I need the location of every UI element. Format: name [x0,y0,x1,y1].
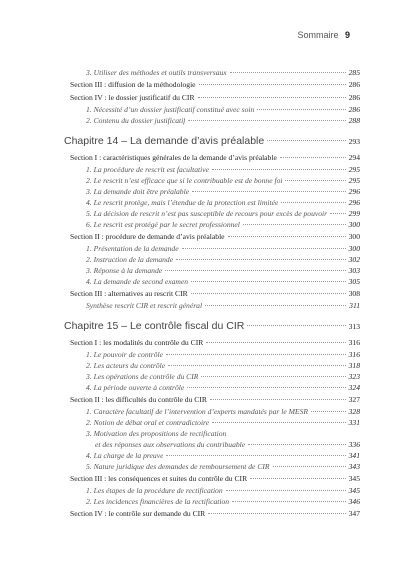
toc-subentry[interactable] [70,451,360,462]
toc-page-number: 347 [348,509,360,518]
dot-leader [206,342,345,343]
toc-entry-label: 2. Le rescrit n’est efficace que si le contribuable est de bonne foi [86,176,283,185]
toc-subentry[interactable] [70,105,360,116]
toc-subentry[interactable] [70,440,360,451]
dot-leader [247,325,345,326]
toc-subentry[interactable] [70,244,360,255]
toc-section-entry[interactable] [70,509,360,521]
toc-chapter-heading[interactable] [64,320,360,336]
toc-page-number: 345 [348,486,360,495]
toc-entry-label: 4. La charge de la preuve [86,451,164,460]
toc-page-number: 285 [348,68,360,77]
table-of-contents [64,68,360,521]
toc-page-number: 324 [348,383,360,392]
toc-entry-label: 1. Caractère facultatif de l’intervention d’experts mandatés par le MESR [86,407,308,416]
toc-subentry[interactable] [70,462,360,473]
toc-page-number: 336 [348,440,360,449]
toc-subentry[interactable] [70,266,360,277]
toc-section-entry[interactable] [70,232,360,244]
dot-leader [191,281,346,282]
toc-section-entry[interactable] [70,93,360,105]
toc-entry-label: 1. Nécessité d’un dossier justificatif constitué avec soin [86,105,255,114]
toc-page-number: 293 [348,137,360,146]
toc-entry-label: Section III : diffusion de la méthodologie [70,80,196,89]
toc-page-number: 318 [348,361,360,370]
dot-leader [257,109,345,110]
dot-leader [228,236,346,237]
toc-entry-label: 3. Motivation des propositions de rectification [86,429,227,438]
dot-leader [212,169,346,170]
dot-leader [230,72,346,73]
toc-entry-label: 6. Le rescrit est protégé par le secret professionnel [86,220,240,229]
toc-entry-label: 4. La période ouverte à contrôle [86,383,185,392]
dot-leader [201,376,345,377]
toc-page-number: 286 [348,80,360,89]
toc-subentry[interactable] [70,350,360,361]
toc-subentry[interactable] [70,255,360,266]
running-header [297,30,350,40]
dot-leader [232,501,346,502]
toc-entry-label: 3. Les opérations de contrôle du CIR [86,372,199,381]
toc-page-number: 341 [348,451,360,460]
toc-section-entry[interactable] [70,80,360,92]
dot-leader [166,354,346,355]
toc-entry-label: Section II : les difficultés du contrôle du CIR [70,395,207,404]
toc-page-number: 286 [348,93,360,102]
toc-subentry[interactable] [70,220,360,231]
dot-leader [273,466,346,467]
toc-section-entry[interactable] [70,338,360,350]
toc-page-number: 316 [348,350,360,359]
toc-page-number: 343 [348,462,360,471]
toc-entry-label: 2. Contenu du dossier justificatif [86,116,186,125]
toc-entry-label: et des réponses aux observations du contribuable [95,440,246,449]
dot-leader [285,180,345,181]
toc-entry-label: 4. La demande de second examen [86,277,189,286]
toc-subentry[interactable] [70,497,360,508]
toc-subentry[interactable] [70,209,360,220]
toc-subentry[interactable] [70,187,360,198]
header-title: Sommaire [297,30,339,40]
dot-leader [248,444,345,445]
toc-page-number: 345 [348,474,360,483]
toc-page-number: 316 [348,338,360,347]
dot-leader [192,191,346,192]
toc-entry-label: Section IV : le dossier justificatif du CIR [70,93,195,102]
toc-entry-label: Section I : les modalités du contrôle du CIR [70,338,204,347]
toc-entry-label: Section I : caractéristiques générales de la demande d’avis préalable [70,153,277,162]
toc-entry-label: 4. Le rescrit protège, mais l’étendue de la protection est limitée [86,198,279,207]
dot-leader [165,270,345,271]
toc-page-number: 296 [348,187,360,196]
toc-entry-label: 1. Présentation de la demande [86,244,179,253]
dot-leader [311,411,346,412]
toc-page-number: 305 [348,277,360,286]
toc-page-number: 299 [348,209,360,218]
toc-page-number: 300 [348,220,360,229]
header-page-number: 9 [344,30,350,40]
toc-page-number: 300 [348,244,360,253]
toc-subentry[interactable] [70,418,360,429]
toc-entry-label: Section II : procédure de demande d’avis préalable [70,232,225,241]
toc-subentry-line1 [70,429,360,440]
dot-leader [198,97,346,98]
toc-entry-label: 2. Instruction de la demande [86,255,174,264]
toc-entry-label: 1. Le pouvoir de contrôle [86,350,163,359]
toc-entry-label: Section IV : le contrôle sur demande du CIR [70,509,206,518]
toc-page-number: 327 [348,395,360,404]
toc-chapter-heading[interactable] [64,135,360,151]
toc-page-number: 295 [348,176,360,185]
toc-entry-label: Section III : les conséquences et suites du contrôle du CIR [70,474,248,483]
toc-entry-label: Synthèse rescrit CIR et rescrit général [86,301,203,310]
toc-entry-label: 5. La décision de rescrit n’est pas susceptible de recours pour excès de pouvoir [86,209,328,218]
toc-section-entry[interactable] [70,289,360,301]
toc-subentry[interactable] [70,383,360,394]
toc-subentry[interactable] [70,165,360,176]
toc-page-number: 331 [348,418,360,427]
toc-page-number: 328 [348,407,360,416]
toc-page-number: 308 [348,289,360,298]
toc-page-number: 311 [349,301,360,310]
dot-leader [188,120,345,121]
toc-subentry[interactable] [70,277,360,288]
toc-page-number: 294 [348,153,360,162]
toc-page-number: 300 [348,232,360,241]
dot-leader [281,202,345,203]
toc-subentry[interactable] [70,198,360,209]
dot-leader [182,248,346,249]
toc-subentry[interactable] [70,407,360,418]
dot-leader [208,513,345,514]
dot-leader [176,259,346,260]
dot-leader [280,157,346,158]
toc-entry-label: 5. Nature juridique des demandes de remboursement de CIR [86,462,270,471]
toc-page-number: 288 [348,116,360,125]
toc-entry-label: Chapitre 14 – La demande d’avis préalable [64,135,265,147]
toc-page-number: 295 [348,165,360,174]
toc-entry-label: 1. La procédure de rescrit est facultative [86,165,209,174]
dot-leader [210,399,346,400]
dot-leader [191,293,346,294]
toc-page-number: 302 [348,255,360,264]
toc-entry-label: 2. Les incidences financières de la rectification [86,497,230,506]
dot-leader [267,140,345,141]
toc-subentry[interactable] [70,486,360,497]
toc-entry-label: 2. Les acteurs du contrôle [86,361,166,370]
toc-subentry[interactable] [70,372,360,383]
toc-entry-label: Chapitre 15 – Le contrôle fiscal du CIR [64,320,245,332]
toc-page-number: 346 [348,497,360,506]
dot-leader [330,213,345,214]
toc-section-entry[interactable] [70,395,360,407]
toc-page-number: 296 [348,198,360,207]
toc-subentry[interactable] [70,176,360,187]
dot-leader [168,365,346,366]
dot-leader [226,490,346,491]
toc-entry-label: 1. Les étapes de la procédure de rectification [86,486,223,495]
toc-subentry[interactable] [70,116,360,127]
dot-leader [212,422,346,423]
toc-page-number: 313 [348,322,360,331]
toc-entry-label: 2. Notion de débat oral et contradictoire [86,418,210,427]
dot-leader [250,478,345,479]
dot-leader [187,387,345,388]
toc-entry-label: Section III : alternatives au rescrit CIR [70,289,188,298]
dot-leader [205,305,346,306]
toc-subentry[interactable] [70,68,360,79]
toc-section-entry[interactable] [70,153,360,165]
toc-entry-label: 3. La demande doit être préalable [86,187,190,196]
toc-subentry[interactable] [70,361,360,372]
dot-leader [166,455,345,456]
toc-entry-label: 3. Réponse à la demande [86,266,163,275]
toc-page-number: 303 [348,266,360,275]
toc-page-number: 323 [348,372,360,381]
toc-entry-label: 3. Utiliser des méthodes et outils transversaux [86,68,227,77]
toc-subentry[interactable] [70,301,360,312]
toc-section-entry[interactable] [70,474,360,486]
dot-leader [243,224,346,225]
toc-page-number: 286 [348,105,360,114]
dot-leader [199,84,346,85]
